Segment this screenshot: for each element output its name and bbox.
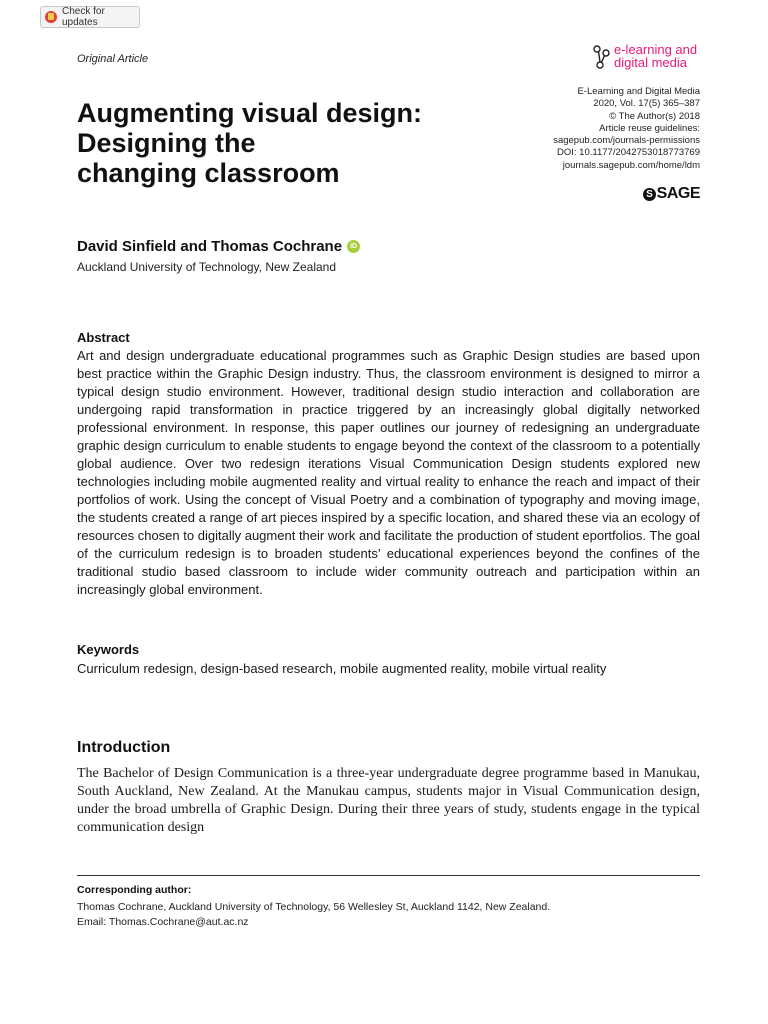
publisher-name: SAGE (656, 185, 700, 202)
reuse-label: Article reuse guidelines: (599, 122, 700, 134)
logo-line-1: e-learning and (614, 42, 698, 57)
journal-home-link[interactable]: journals.sagepub.com/home/ldm (562, 159, 700, 171)
keywords-text: Curriculum redesign, design-based research, mobile augmented reality, mobile virtual reality (77, 661, 607, 676)
sage-logo (643, 185, 700, 203)
network-icon (593, 44, 611, 70)
abstract-text: Art and design undergraduate educational programmes such as Graphic Design studies are based upon best practice within the Graphic Design industry. Thus, the classroom environment is designed to mirror a typical design studio environment. However, traditional design studio interaction and collaboration are undergoing rapid transformation in practice triggered by an increasingly global digitally networked professional environment. In response, this paper outlines our journey of redesigning an undergraduate graphic design curriculum to enable students to engage beyond the context of the classroom to a potentially global audience. Over two redesign iterations Visual Communication Design students explored new technologies including mobile augmented reality and virtual reality to enhance the reach and impact of their portfolios of work. Using the concept of Visual Poetry and a combination of typography and moving image, the students created a range of art pieces inspired by a specific location, and shared these via an ecology of resources chosen to digitally augment their work and facilitate the production of student eportfolios. The goal of the curriculum redesign is to broaden students’ educational experiences beyond the confines of the traditional studio based classroom to include wider community outreach and participation within an increasingly global environment. (77, 348, 700, 597)
affiliation: Auckland University of Technology, New Zealand (77, 260, 337, 274)
journal-name: E-Learning and Digital Media (577, 86, 700, 97)
corresponding-heading: Corresponding author: (77, 884, 192, 896)
introduction-text: The Bachelor of Design Communication is a three-year undergraduate degree programme based in Manukau, South Auckland, New Zealand. At the Manukau campus, students major in Visual Communication design, under the broad umbrella of Graphic Design. During their three years of study, students engage in the typical communication design (77, 766, 700, 835)
journal-info (480, 86, 700, 172)
authors (77, 238, 360, 255)
sage-s-icon: S (643, 188, 656, 201)
article-type: Original Article (77, 53, 149, 65)
title-line-3: changing classroom (77, 158, 340, 188)
abstract-heading: Abstract (77, 330, 130, 345)
corresponding-email[interactable]: Email: Thomas.Cochrane@aut.ac.nz (77, 916, 249, 928)
article-title (77, 98, 497, 188)
introduction-heading: Introduction (77, 739, 171, 756)
title-line-1: Augmenting visual design: (77, 98, 423, 128)
doi[interactable]: DOI: 10.1177/2042753018773769 (557, 147, 700, 159)
footnote-divider (77, 875, 700, 876)
journal-logo[interactable] (593, 43, 703, 71)
keywords-heading: Keywords (77, 642, 140, 657)
orcid-icon[interactable]: iD (347, 240, 360, 253)
copyright: © The Author(s) 2018 (609, 110, 700, 122)
check-for-updates-label: Check for updates (62, 6, 105, 28)
bookmark-icon (45, 11, 57, 23)
check-for-updates-button[interactable] (40, 6, 140, 28)
author-names: David Sinfield and Thomas Cochrane (77, 238, 343, 255)
corresponding-address: Thomas Cochrane, Auckland University of Technology, 56 Wellesley St, Auckland 1142, New Zealand. (77, 901, 551, 913)
permissions-link[interactable]: sagepub.com/journals-permissions (553, 135, 700, 147)
journal-volume: 2020, Vol. 17(5) 365–387 (593, 98, 700, 110)
logo-line-2: digital media (614, 55, 687, 70)
corresponding-details (77, 900, 550, 930)
title-line-2: Designing the (77, 128, 256, 158)
